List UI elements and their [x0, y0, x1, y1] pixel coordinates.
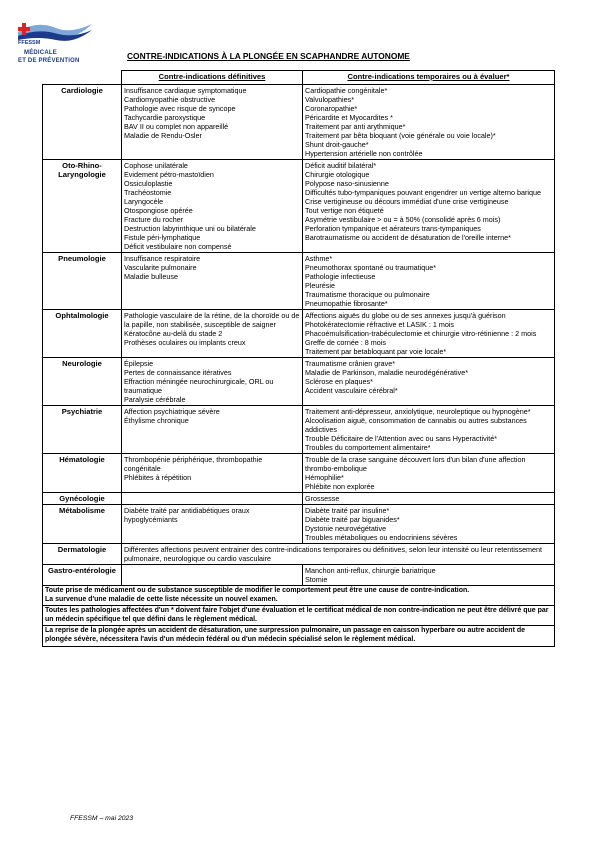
category-cell: Dermatologie — [43, 544, 122, 565]
temporary-item: Pathologie infectieuse — [305, 272, 376, 281]
category-cell: Gastro-entérologie — [43, 565, 122, 586]
table-row — [43, 85, 555, 160]
temporary-item: Affections aiguës du globe ou de ses annexes jusqu'à guérison — [305, 311, 506, 320]
definitive-cell — [122, 493, 303, 505]
temporary-item: Stomie — [305, 575, 328, 584]
header-empty-cell — [43, 71, 122, 85]
table-row — [43, 358, 555, 406]
definitive-item: Diabète traité par antidiabétiques oraux hypoglycémiants — [124, 506, 250, 524]
table-row — [43, 454, 555, 493]
category-cell: Gynécologie — [43, 493, 122, 505]
temporary-item: Crise vertigineuse ou décours immédiat d'une crise vertigineuse — [305, 197, 509, 206]
definitive-cell — [122, 454, 303, 493]
note-1 — [43, 586, 555, 606]
definitive-item: Cophose unilatérale — [124, 161, 188, 170]
note-2: Toutes les pathologies affectées d'un * doivent faire l'objet d'une évaluation et le certificat médical de non contre-indication ne peut être délivré que par un médecin spécifique tel que défini dans le règlement médical. — [43, 606, 555, 626]
definitive-cell — [122, 85, 303, 160]
logo-line2: ET DE PRÉVENTION — [18, 58, 80, 64]
temporary-item: Diabète traité par insuline* — [305, 506, 390, 515]
temporary-item: Coronaropathie* — [305, 104, 358, 113]
temporary-cell — [303, 310, 555, 358]
table-row — [43, 253, 555, 310]
definitive-cell — [122, 505, 303, 544]
definitive-item: Phlébites à répétition — [124, 473, 192, 482]
definitive-item: Ossiculoplastie — [124, 179, 173, 188]
logo-brand: FFESSM — [18, 40, 41, 46]
definitive-item: Pathologie vasculaire de la rétine, de la choroïde ou de la papille, non stabilisée, susceptible de saigner — [124, 311, 300, 329]
temporary-item: Phlébite non explorée — [305, 482, 375, 491]
temporary-item: Accident vasculaire cérébral* — [305, 386, 398, 395]
temporary-item: Tout vertige non étiqueté — [305, 206, 384, 215]
temporary-item: Déficit auditif bilatéral* — [305, 161, 377, 170]
footer-text: FFESSM – mai 2023 — [70, 815, 134, 822]
temporary-cell — [303, 505, 555, 544]
definitive-item: Éthylisme chronique — [124, 416, 189, 425]
temporary-item: Traumatisme thoracique ou pulmonaire — [305, 290, 430, 299]
temporary-item: Troubles métaboliques ou endocriniens sévères — [305, 533, 458, 542]
temporary-item: Pleurésie — [305, 281, 335, 290]
table-row — [43, 310, 555, 358]
temporary-item: Péricardite et Myocardites * — [305, 113, 393, 122]
definitive-item: Evidement pétro-mastoïdien — [124, 170, 214, 179]
definitive-cell — [122, 358, 303, 406]
temporary-cell — [303, 85, 555, 160]
table-row — [43, 160, 555, 253]
temporary-cell — [303, 406, 555, 454]
category-cell: Oto-Rhino-Laryngologie — [43, 160, 122, 253]
temporary-item: Barotraumatisme ou accident de désaturation de l'oreille interne* — [305, 233, 511, 242]
temporary-item: Trouble Déficitaire de l'Attention avec ou sans Hyperactivité* — [305, 434, 498, 443]
temporary-item: Polypose naso-sinusienne — [305, 179, 389, 188]
full-width-cell: Différentes affections peuvent entrainer des contre-indications temporaires ou définitives, selon leur intensité ou leur retentissement pulmonaire, neurologique ou cardio vasculaire — [122, 544, 555, 565]
definitive-item: Paralysie cérébrale — [124, 395, 186, 404]
temporary-cell — [303, 454, 555, 493]
definitive-item: Otospongiose opérée — [124, 206, 193, 215]
temporary-item: Traitement par bêta bloquant (voie générale ou voie locale)* — [305, 131, 496, 140]
temporary-item: Traitement par betabloquant par voie locale* — [305, 347, 447, 356]
definitive-item: Laryngocèle — [124, 197, 164, 206]
note-line: La survenue d'une maladie de cette liste nécessite un nouvel examen. — [45, 595, 278, 603]
temporary-item: Cardiopathie congénitale* — [305, 86, 388, 95]
table-header-row — [43, 71, 555, 85]
definitive-item: Maladie de Rendu-Osler — [124, 131, 202, 140]
definitive-item: Déficit vestibulaire non compensé — [124, 242, 232, 251]
contraindications-table — [42, 70, 555, 647]
notes-body — [43, 586, 555, 647]
definitive-item: Effraction méningée neurochirurgicale, ORL ou traumatique — [124, 377, 274, 395]
definitive-item: Insuffisance respiratoire — [124, 254, 201, 263]
temporary-item: Asthme* — [305, 254, 333, 263]
note-row — [43, 626, 555, 646]
temporary-cell — [303, 565, 555, 586]
temporary-item: Greffe de cornée : 8 mois — [305, 338, 386, 347]
temporary-item: Traumatisme crânien grave* — [305, 359, 396, 368]
table-row — [43, 505, 555, 544]
temporary-item: Sclérose en plaques* — [305, 377, 373, 386]
definitive-item: Cardiomyopathie obstructive — [124, 95, 216, 104]
note-3: La reprise de la plongée après un accident de désaturation, une surpression pulmonaire, un passage en caisson hyperbare ou autre accident de plongée sévère, nécessitera l'avis d'un médecin fédéral ou d'un médecin spécialisé selon le règlement médical. — [43, 626, 555, 646]
temporary-item: Perforation tympanique et aérateurs trans-tympaniques — [305, 224, 481, 233]
temporary-item: Pneumothorax spontané ou traumatique* — [305, 263, 437, 272]
definitive-item: Épilepsie — [124, 359, 154, 368]
logo-line1: MÉDICALE — [24, 50, 57, 56]
temporary-item: Chirurgie otologique — [305, 170, 370, 179]
definitive-item: Trachéostomie — [124, 188, 172, 197]
table-row — [43, 493, 555, 505]
temporary-item: Grossesse — [305, 494, 340, 503]
note-line: Toute prise de médicament ou de substance susceptible de modifier le comportement peut être une cause de contre-indication. — [45, 587, 470, 594]
definitive-cell — [122, 565, 303, 586]
temporary-cell — [303, 160, 555, 253]
temporary-item: Asymétrie vestibulaire > ou = à 50% (consolidé après 6 mois) — [305, 215, 501, 224]
temporary-item: Alcoolisation aiguë, consommation de cannabis ou autres substances addictives — [305, 416, 527, 434]
definitive-item: Affection psychiatrique sévère — [124, 407, 220, 416]
category-cell: Hématologie — [43, 454, 122, 493]
temporary-item: Hypertension artérielle non contrôlée — [305, 149, 423, 158]
temporary-item: Traitement par anti arythmique* — [305, 122, 406, 131]
temporary-item: Valvulopathies* — [305, 95, 355, 104]
temporary-item: Traitement anti-dépresseur, anxiolytique, neuroleptique ou hypnogène* — [305, 407, 531, 416]
category-cell: Cardiologie — [43, 85, 122, 160]
definitive-item: Maladie bulleuse — [124, 272, 178, 281]
definitive-cell — [122, 406, 303, 454]
temporary-item: Dystonie neurovégétative — [305, 524, 387, 533]
table-row — [43, 406, 555, 454]
definitive-item: Prothèses oculaires ou implants creux — [124, 338, 246, 347]
definitive-item: Pathologie avec risque de syncope — [124, 104, 236, 113]
definitive-item: Destruction labyrinthique uni ou bilatérale — [124, 224, 256, 233]
table-row — [43, 544, 555, 565]
temporary-item: Troubles du comportement alimentaire* — [305, 443, 431, 452]
note-row — [43, 606, 555, 626]
definitive-cell — [122, 310, 303, 358]
category-cell: Ophtalmologie — [43, 310, 122, 358]
definitive-item: Vascularite pulmonaire — [124, 263, 197, 272]
temporary-item: Manchon anti-reflux, chirurgie bariatrique — [305, 566, 436, 575]
temporary-cell — [303, 358, 555, 406]
logo-subtitle — [18, 49, 80, 65]
category-cell: Psychiatrie — [43, 406, 122, 454]
temporary-item: Difficultés tubo-tympaniques pouvant engendrer un vertige alterno barique — [305, 188, 542, 197]
temporary-item: Phacoémulsification-trabéculectomie et chirurgie vitro-rétinienne : 2 mois — [305, 329, 537, 338]
table-row — [43, 565, 555, 586]
temporary-cell — [303, 253, 555, 310]
temporary-cell — [303, 493, 555, 505]
definitive-item: Insuffisance cardiaque symptomatique — [124, 86, 247, 95]
wave-logo-icon — [16, 18, 94, 42]
ffessm-logo — [16, 18, 96, 70]
temporary-item: Diabète traité par biguanides* — [305, 515, 400, 524]
definitive-item: Fistule péri-lymphatique — [124, 233, 201, 242]
temporary-item: Shunt droit-gauche* — [305, 140, 369, 149]
temporary-item: Pneumopathie fibrosante* — [305, 299, 388, 308]
note-row — [43, 586, 555, 606]
definitive-item: Fracture du rocher — [124, 215, 184, 224]
category-cell: Neurologie — [43, 358, 122, 406]
temporary-item: Photokératectomie réfractive et LASIK : 1 mois — [305, 320, 455, 329]
definitive-item: Tachycardie paroxystique — [124, 113, 206, 122]
table-body — [43, 85, 555, 586]
definitive-item: Thrombopénie périphérique, thrombopathie congénitale — [124, 455, 263, 473]
definitive-item: Kératocône au-delà du stade 2 — [124, 329, 223, 338]
definitive-item: Pertes de connaissance itératives — [124, 368, 232, 377]
page-title: CONTRE-INDICATIONS À LA PLONGÉE EN SCAPHANDRE AUTONOME — [127, 51, 410, 61]
category-cell: Pneumologie — [43, 253, 122, 310]
temporary-item: Trouble de la crase sanguine découvert lors d'un bilan d'une affection thrombo-embolique — [305, 455, 526, 473]
temporary-item: Maladie de Parkinson, maladie neurodégénérative* — [305, 368, 469, 377]
temporary-item: Hémophilie* — [305, 473, 344, 482]
header-temporary: Contre-indications temporaires ou à évaluer* — [303, 71, 555, 85]
category-cell: Métabolisme — [43, 505, 122, 544]
header-definitive: Contre-indications définitives — [122, 71, 303, 85]
definitive-cell — [122, 253, 303, 310]
definitive-cell — [122, 160, 303, 253]
definitive-item: BAV II ou complet non appareillé — [124, 122, 229, 131]
